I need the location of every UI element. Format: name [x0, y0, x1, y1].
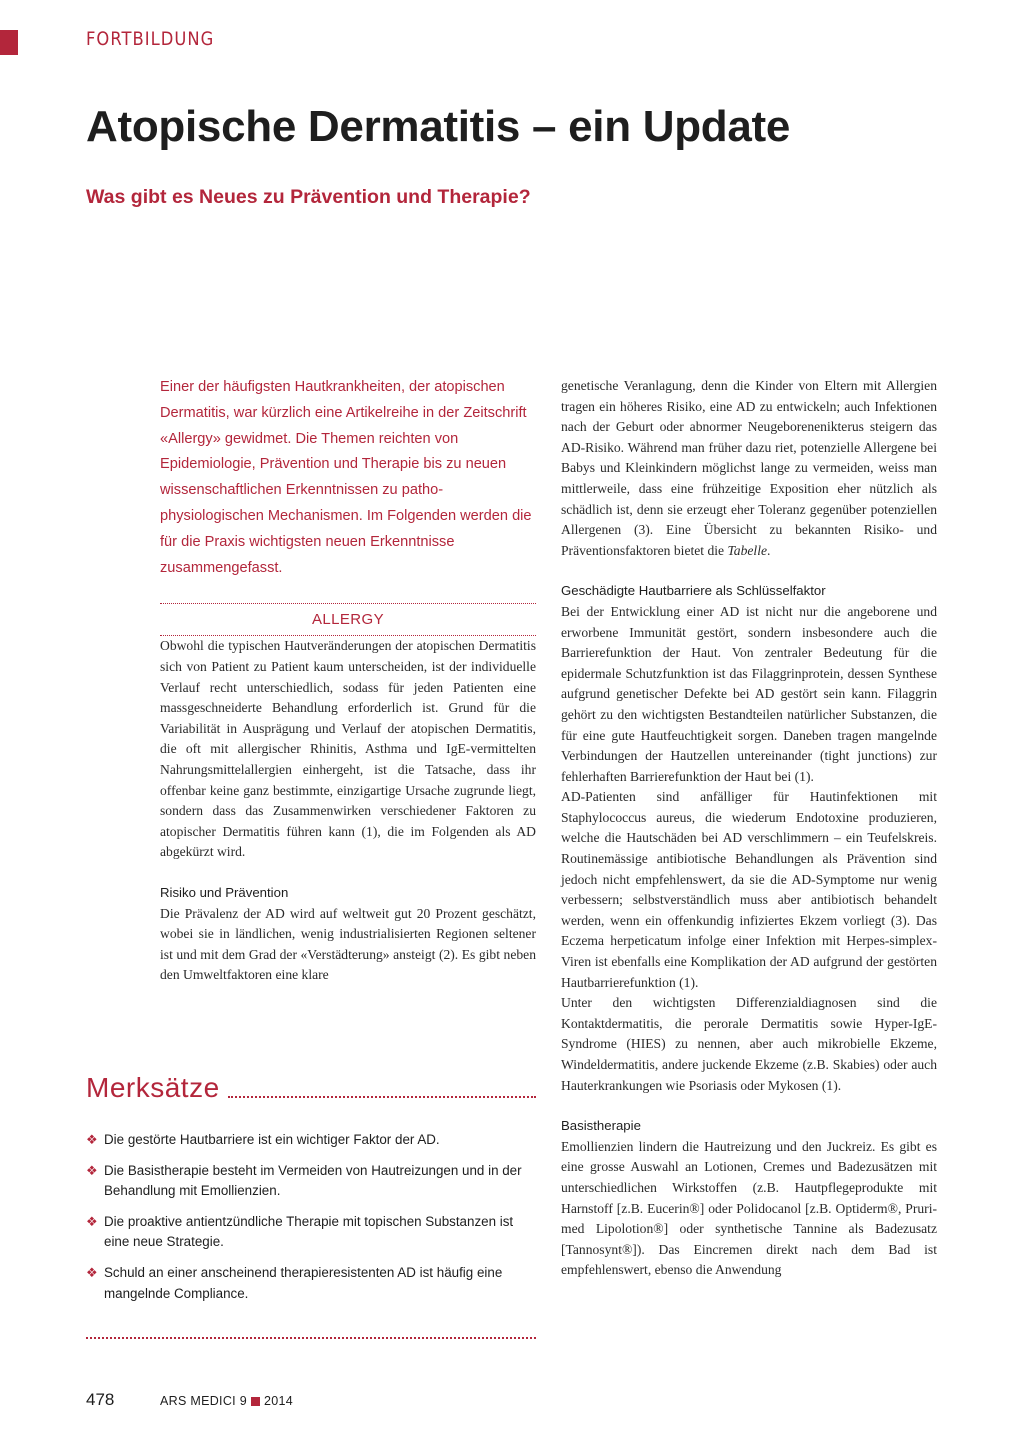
risk-continued-text: genetische Veranlagung, denn die Kinder von Eltern mit Allergien tragen ein höheres Risiko, eine AD zu entwickeln; auch Infektionen nach der Geburt oder abnormer Neugeborenenikterus steigern das AD-Risiko. Während man früher dazu riet, potenzielle Allergene bei Babys und Kleinkindern möglichst lange zu vermeiden, weiss man mittlerweile, dass eine frühzeitige Exposition eher nützlich als schädlich ist, denn sie erzeugt eher Toleranz gegenüber potenziellen Allergenen (3). Eine Übersicht zu bekannten Risiko- und Präventionsfaktoren bietet die: [561, 378, 937, 558]
key-point-text: Die gestörte Hautbarriere ist ein wichtiger Faktor der AD.: [104, 1132, 440, 1147]
key-points-box: [86, 1072, 536, 1314]
section-marker: [0, 30, 18, 55]
key-point-item: [86, 1130, 536, 1151]
risk-heading: Risiko und Prävention: [160, 884, 289, 900]
key-points-title: Merksätze: [86, 1072, 220, 1103]
diamond-bullet-icon: ❖: [86, 1132, 98, 1147]
key-point-item: [86, 1212, 536, 1253]
key-point-text: Die Basistherapie besteht im Vermeiden von Hautreizungen und in der Behandlung mit Emollienzien.: [104, 1162, 522, 1199]
key-points-divider: [228, 1096, 536, 1098]
barrier-paragraph-1: Bei der Entwicklung einer AD ist nicht nur die angeborene und erworbene Immunität gestört, sondern insbesondere auch die Barrierefunktion der Haut. Von zentraler Bedeutung für die epidermale Schutzfunktion ist das Filaggrinprotein, dessen Synthese aufgrund genetischer Defekte bei AD gestört sein kann. Filaggrin gehört zu den wichtigsten Bestandteilen natürlicher Substanzen, die für eine gute Hautfeuchtigkeit sorgen. Daneben tragen mangelnde Verbindungen der Hautzellen untereinander (tight junctions) zur fehlerhaften Barrierefunktion der Haut bei (1).: [561, 603, 937, 784]
intro-paragraph: Obwohl die typischen Hautveränderungen der atopischen Dermatitis sich von Patient zu Patient kaum unterscheiden, ist der individuelle Verlauf recht unterschiedlich, sodass für jeden Patienten eine massgeschneiderte Behandlung erforderlich ist. Grund für die Variabilität in Ausprägung und Verlauf der atopischen Dermatitis, die oft mit allergischer Rhinitis, Asthma und IgE-vermittelten Nahrungsmittelallergien einhergeht, ist die Tatsache, dass ihr offenbar keine ganz bestimmte, einzigartige Ursache zugrunde liegt, sondern dass das Zusammenwirken verschiedener Faktoren zu atopischer Dermatitis führen kann (1), die im Folgenden als AD abgekürzt wird.: [160, 638, 536, 860]
page-title: Atopische Dermatitis – ein Update: [86, 102, 791, 151]
key-points-header: [86, 1072, 536, 1104]
table-reference[interactable]: Tabelle: [727, 542, 768, 558]
barrier-heading: Geschädigte Hautbarriere als Schlüsselfaktor: [561, 583, 826, 599]
basis-heading: Basistherapie: [561, 1118, 641, 1134]
basis-paragraph: Emollienzien lindern die Hautreizung und den Juckreiz. Es gibt es eine grosse Auswahl an Lotionen, Cremes und Badezusätzen mit unterschiedlichen Wirkstoffen (z.B. Hautpflegeprodukte mit Harnstoff [z.B. Eucerin®] oder Polidocanol [z.B. Optiderm®, Pruri-med Lipolotion®] oder synthetische Tannine als Badezusatz [Tannosynt®]). Das Eincremen direkt nach dem Bad ist empfehlenswert, ebenso die Anwendung: [561, 1138, 937, 1278]
key-points-list: [86, 1130, 536, 1304]
page-subtitle: Was gibt es Neues zu Prävention und Therapie?: [86, 186, 531, 208]
source-box: [160, 603, 536, 636]
left-column: [160, 375, 536, 986]
key-point-text: Schuld an einer anscheinend therapieresistenten AD ist häufig eine mangelnde Compliance.: [104, 1264, 503, 1301]
barrier-paragraph-3: Unter den wichtigsten Differenzialdiagnosen sind die Kontaktdermatitis, die perorale Dermatitis sowie Hyper-IgE-Syndrome (HIES) zu nennen, aber auch mikrobielle Ekzeme, Windeldermatitis, andere juckende Ekzeme (z.B. Skabies) oder auch Hauterkrankungen wie Psoriasis oder Mykosen (1).: [561, 995, 937, 1093]
diamond-bullet-icon: ❖: [86, 1162, 98, 1178]
square-separator-icon: [251, 1397, 260, 1406]
page-number: 478: [86, 1390, 115, 1409]
key-points-bottom-divider: [86, 1337, 536, 1339]
risk-continued-paragraph: genetische Veranlagung, denn die Kinder von Eltern mit Allergien tragen ein höheres Risiko, eine AD zu entwickeln; auch Infektionen nach der Geburt oder abnormer Neugeborenenikterus steigern das AD-Risiko. Während man früher dazu riet, potenzielle Allergene bei Babys und Kleinkindern möglichst lange zu vermeiden, weiss man mittlerweile, dass eine frühzeitige Exposition eher nützlich als schädlich ist, denn sie erzeugt eher Toleranz gegenüber potenziellen Allergenen (3). Eine Übersicht zu bekannten Risiko- und Präventionsfaktoren bietet die Tabelle.: [561, 378, 937, 558]
key-point-text: Die proaktive antientzündliche Therapie mit topischen Substanzen ist eine neue Strategie.: [104, 1213, 514, 1250]
barrier-paragraph-2: AD-Patienten sind anfälliger für Hautinfektionen mit Staphylococcus aureus, die wiederum Endotoxine produzieren, welche die Hautschäden bei AD verschlimmern – ein Teufelskreis. Routinemässige antibiotische Behandlungen als Prävention sind jedoch nicht empfehlenswert, da sie die AD-Symptome nur wenig verbessern; selbstverständlich muss aber antibiotisch behandelt werden, wenn ein offenkundig infiziertes Ekzem vorliegt (3). Das Eczema herpeticatum infolge einer Infektion mit Herpes-simplex-Viren ist ebenfalls eine Komplikation der AD aufgrund der gestörten Hautbarrierefunktion (1).: [561, 789, 937, 990]
diamond-bullet-icon: ❖: [86, 1264, 98, 1280]
journal-name: ARS MEDICI 9: [160, 1394, 247, 1408]
key-point-item: [86, 1161, 536, 1202]
lead-paragraph: Einer der häufigsten Hautkrankheiten, der atopischen Dermatitis, war kürzlich eine Artikelreihe in der Zeitschrift «Allergy» gewidmet. Die Themen reichten von Epidemiologie, Prävention und Therapie bis zu neuen wissenschaftlichen Erkenntnissen zu pathophysiologischen Mechanismen. Im Folgenden werden die für die Praxis wichtigsten neuen Erkenntnisse zusammengefasst.: [160, 379, 532, 576]
key-point-item: [86, 1263, 536, 1304]
journal-info: [160, 1394, 293, 1408]
journal-year: 2014: [263, 1394, 293, 1408]
diamond-bullet-icon: ❖: [86, 1213, 98, 1229]
source-label: ALLERGY: [312, 611, 384, 629]
section-label: FORTBILDUNG: [86, 28, 215, 50]
risk-paragraph: Die Prävalenz der AD wird auf weltweit gut 20 Prozent geschätzt, wobei sie in ländlichen, wenig industrialisierten Regionen seltener ist und mit dem Grad der «Verstädterung» ansteigt (2). Es gibt neben den Umweltfaktoren eine klare: [160, 905, 536, 983]
right-column: [561, 376, 937, 1281]
